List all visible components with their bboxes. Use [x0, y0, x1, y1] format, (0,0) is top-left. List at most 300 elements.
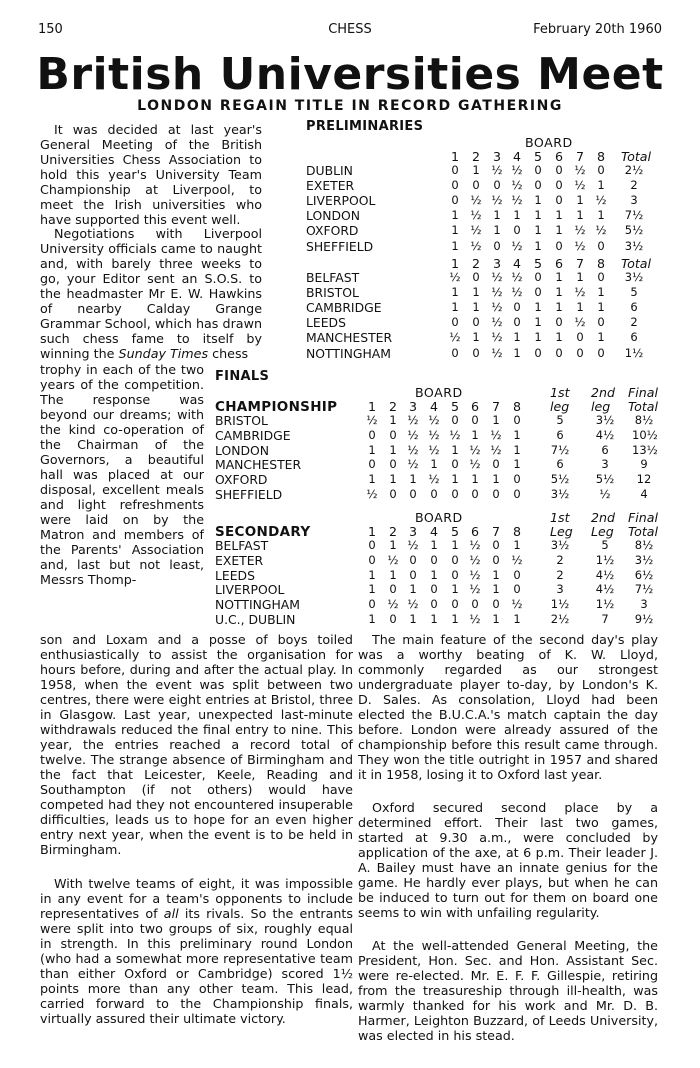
score-cell: 0: [597, 345, 605, 360]
score-cell: 0: [451, 178, 459, 193]
score-cell: ½: [574, 178, 586, 193]
preliminaries-heading: PRELIMINARIES: [306, 119, 424, 134]
score-cell: 0: [389, 582, 397, 597]
second-leg-header: 2nd: [591, 385, 615, 400]
score-cell: 0: [513, 413, 521, 427]
score-cell: ½: [574, 223, 586, 238]
second-leg-cell: ½: [599, 487, 611, 501]
score-cell: ½: [511, 597, 523, 612]
final-total-cell: 4: [640, 487, 648, 501]
final-total-cell: 7½: [634, 582, 654, 597]
score-cell: ½: [469, 538, 481, 552]
leg-label: Leg: [591, 524, 614, 539]
championship-heading: CHAMPIONSHIP: [215, 399, 338, 415]
final-total-cell: 9½: [634, 612, 654, 626]
score-cell: 1: [597, 300, 605, 315]
score-cell: 1: [492, 567, 500, 582]
right-paragraph-2: Oxford secured second place by a determined effort. Their last two games, started at 9.30 a.m., were concluded by application of the axe, at 6 p.m. Their leader J. A. Bailey must have an innate genius for the game. He hardly ever plays, but when he can be induced to turn out for them on board one seems to win with unfailing regularity.: [358, 800, 658, 920]
score-cell: 0: [472, 270, 480, 284]
team-name: CAMBRIDGE: [306, 300, 382, 316]
score-cell: 0: [513, 223, 521, 238]
score-cell: 1: [389, 413, 397, 427]
score-cell: 0: [513, 487, 521, 501]
team-name: MANCHESTER: [306, 330, 393, 346]
first-leg-cell: 2: [556, 567, 564, 582]
score-cell: 1: [451, 238, 459, 253]
score-cell: ½: [491, 315, 503, 330]
score-cell: ½: [511, 178, 523, 193]
score-cell: ½: [470, 238, 482, 253]
team-name: BRISTOL: [306, 285, 359, 301]
score-cell: 0: [430, 582, 438, 597]
second-leg-cell: 1½: [595, 552, 615, 567]
score-cell: 0: [430, 552, 438, 567]
score-cell: 1: [513, 457, 521, 472]
team-name: LONDON: [215, 442, 270, 458]
score-cell: 0: [368, 457, 376, 472]
first-leg-cell: 6: [556, 457, 564, 472]
score-cell: ½: [366, 413, 378, 427]
score-cell: ½: [469, 457, 481, 472]
score-cell: ½: [491, 270, 503, 284]
article-subtitle: LONDON REGAIN TITLE IN RECORD GATHERING: [137, 98, 563, 114]
score-cell: 0: [513, 472, 521, 487]
score-cell: 1: [389, 567, 397, 582]
board-number-header: 6: [554, 149, 563, 164]
score-cell: 0: [472, 178, 480, 193]
finals-board-label: BOARD: [415, 385, 463, 400]
score-cell: 1: [534, 315, 542, 330]
board-number-header: 7: [491, 399, 500, 414]
team-name: U.C., DUBLIN: [215, 612, 296, 627]
score-cell: 0: [368, 552, 376, 567]
score-cell: ½: [469, 567, 481, 582]
board-number-header: 4: [429, 524, 438, 539]
board-number-header: 2: [471, 256, 480, 271]
score-cell: 0: [389, 487, 397, 501]
leg-label: leg: [591, 399, 611, 414]
score-cell: 0: [430, 487, 438, 501]
score-cell: ½: [574, 285, 586, 300]
score-cell: 0: [492, 538, 500, 552]
first-leg-cell: 6: [556, 427, 564, 442]
second-leg-cell: 4½: [595, 567, 615, 582]
team-name: LEEDS: [215, 567, 255, 583]
team-name: MANCHESTER: [215, 457, 302, 473]
score-cell: 0: [597, 163, 605, 177]
score-cell: 1: [493, 208, 501, 223]
score-cell: ½: [407, 538, 419, 552]
score-cell: 0: [451, 552, 459, 567]
total-cell: 3½: [624, 270, 644, 284]
second-leg-cell: 4½: [595, 427, 615, 442]
score-cell: 1: [534, 330, 542, 345]
second-leg-cell: 7: [601, 612, 609, 626]
score-cell: ½: [491, 193, 503, 208]
final-total-cell: 8½: [634, 413, 654, 427]
score-cell: 1: [430, 538, 438, 552]
score-cell: 1: [430, 612, 438, 626]
board-number-header: 5: [533, 149, 542, 164]
score-cell: 0: [451, 345, 459, 360]
score-cell: 1: [534, 208, 542, 223]
right-paragraph-1: The main feature of the second day's play was a worthy beating of K. W. Lloyd, commonly regarded as our strongest undergraduate player to-day, by London's K. D. Sales. As consolation, Lloyd had been elected the B.U.C.A.'s match captain the day before. London were already assured of the championship before this result came through. They won the title outright in 1957 and shared it in 1958, losing it to Oxford last year.: [358, 632, 658, 782]
final-total-cell: 8½: [634, 538, 654, 552]
total-cell: 2: [630, 315, 638, 330]
left-paragraph-5: With twelve teams of eight, it was impossible in any event for a team's opponents to include representatives of all its rivals. So the entrants were split into two groups of six, roughly equal in strength. In this preliminary round London (who had a somewhat more representative team than either Oxford or Cambridge) scored 1½ points more than any other team. This lead, carried forward to the Championship finals, virtually assured their ultimate victory.: [40, 876, 353, 1026]
left-paragraph-4: son and Loxam and a posse of boys toiled enthusiastically to assist the organisation for hours before, during and after the actual play. In 1958, when the event was split between two centres, there were eight entries at Bristol, three in Glasgow. Last year, unexpected last-minute withdrawals reduced the final entry to nine. This year, the entries reached a record total of twelve. The strange absence of Birmingham and the fact that Leicester, Keele, Reading and Southampton (if not others) would have competed had they not encountered insuperable difficulties, leads us to hope for an even higher entry next year, when the event is to be held in Birmingham.: [40, 632, 353, 857]
score-cell: 1: [576, 193, 584, 208]
score-cell: 0: [451, 567, 459, 582]
score-cell: ½: [490, 442, 502, 457]
score-cell: 0: [576, 345, 584, 360]
score-cell: ½: [491, 300, 503, 315]
right-paragraph-3: At the well-attended General Meeting, the President, Hon. Sec. and Hon. Assistant Sec. were re-elected. Mr. E. F. F. Gillespie, retiring from the treasureship through ill-health, was warmly thanked for his work and Mr. D. B. Harmer, Leighton Buzzard, of Leeds University, was elected in his stead.: [358, 938, 658, 1043]
score-cell: 1: [451, 582, 459, 597]
board-number-header: 6: [554, 256, 563, 271]
board-number-header: 2: [471, 149, 480, 164]
board-number-header: 4: [429, 399, 438, 414]
first-leg-cell: 2: [556, 552, 564, 567]
team-name: LEEDS: [306, 315, 346, 331]
board-number-header: 1: [367, 524, 376, 539]
board-number-header: 8: [596, 149, 605, 164]
score-cell: 1: [597, 285, 605, 300]
score-cell: ½: [469, 552, 481, 567]
score-cell: 0: [597, 238, 605, 253]
score-cell: ½: [469, 582, 481, 597]
score-cell: ½: [428, 413, 440, 427]
board-number-header: 7: [491, 524, 500, 539]
board-number-header: 5: [533, 256, 542, 271]
score-cell: 1: [451, 612, 459, 626]
final-total-cell: 3½: [634, 552, 654, 567]
score-cell: 0: [471, 597, 479, 612]
score-cell: ½: [574, 163, 586, 177]
total-header: Total: [621, 256, 651, 271]
score-cell: ½: [595, 223, 607, 238]
score-cell: 1: [576, 300, 584, 315]
team-name: NOTTINGHAM: [306, 345, 391, 361]
prelim-board-label: BOARD: [525, 135, 573, 150]
first-leg-header: 1st: [550, 510, 570, 525]
score-cell: 1: [513, 208, 521, 223]
score-cell: 1: [409, 472, 417, 487]
score-cell: 0: [597, 270, 605, 284]
score-cell: 1: [555, 285, 563, 300]
score-cell: 0: [451, 163, 459, 177]
score-cell: ½: [490, 427, 502, 442]
score-cell: ½: [491, 330, 503, 345]
score-cell: ½: [428, 427, 440, 442]
first-leg-cell: 5½: [550, 472, 570, 487]
score-cell: 0: [534, 163, 542, 177]
total-cell: 3½: [624, 238, 644, 253]
score-cell: 1: [472, 285, 480, 300]
second-leg-cell: 6: [601, 442, 609, 457]
score-cell: 0: [451, 597, 459, 612]
score-cell: 0: [430, 597, 438, 612]
team-name: BRISTOL: [215, 413, 268, 428]
score-cell: ½: [511, 285, 523, 300]
score-cell: 1: [451, 472, 459, 487]
score-cell: ½: [449, 330, 461, 345]
score-cell: ½: [387, 597, 399, 612]
score-cell: 1: [472, 330, 480, 345]
team-name: BELFAST: [215, 538, 269, 553]
score-cell: 1: [471, 472, 479, 487]
score-cell: 0: [555, 238, 563, 253]
score-cell: 0: [368, 427, 376, 442]
score-cell: 1: [368, 567, 376, 582]
score-cell: 1: [555, 270, 563, 284]
board-number-header: 3: [408, 524, 417, 539]
second-leg-cell: 4½: [595, 582, 615, 597]
leg-label: leg: [550, 399, 570, 414]
score-cell: 1: [368, 472, 376, 487]
secondary-heading: SECONDARY: [215, 524, 311, 540]
total-cell: 5: [630, 285, 638, 300]
board-number-header: 8: [512, 399, 521, 414]
score-cell: ½: [449, 427, 461, 442]
team-name: OXFORD: [215, 472, 268, 488]
score-cell: ½: [428, 442, 440, 457]
score-cell: ½: [511, 552, 523, 567]
score-cell: ½: [511, 193, 523, 208]
score-cell: 0: [513, 567, 521, 582]
score-cell: 0: [555, 345, 563, 360]
total-cell: 1½: [624, 345, 644, 360]
score-cell: 1: [534, 300, 542, 315]
board-number-header: 6: [470, 524, 479, 539]
score-cell: 1: [513, 442, 521, 457]
score-cell: 1: [576, 270, 584, 284]
score-cell: 0: [555, 315, 563, 330]
score-cell: 0: [389, 457, 397, 472]
score-cell: 1: [492, 612, 500, 626]
score-cell: 1: [534, 193, 542, 208]
team-name: CAMBRIDGE: [215, 427, 291, 443]
score-cell: 1: [451, 538, 459, 552]
score-cell: ½: [407, 413, 419, 427]
first-leg-cell: 3½: [550, 487, 570, 501]
score-cell: 1: [597, 208, 605, 223]
score-cell: 1: [389, 538, 397, 552]
score-cell: 1: [451, 208, 459, 223]
score-cell: 1: [493, 223, 501, 238]
board-number-header: 6: [470, 399, 479, 414]
score-cell: ½: [469, 612, 481, 626]
left-paragraph-2: Negotiations with Liverpool University officials came to naught and, with barely three weeks to go, your Editor sent an S.O.S. to the headmaster Mr E. W. Hawkins of nearby Calday Grange Grammar School, which has drawn such chess fame to itself by winning the Sunday Times chess: [40, 226, 262, 361]
score-cell: 1: [597, 178, 605, 193]
score-cell: ½: [470, 208, 482, 223]
finals-board-label: BOARD: [415, 510, 463, 525]
score-cell: 0: [451, 315, 459, 330]
score-cell: 1: [513, 330, 521, 345]
score-cell: 0: [472, 315, 480, 330]
score-cell: ½: [469, 442, 481, 457]
score-cell: ½: [407, 427, 419, 442]
left-paragraph-3: trophy in each of the two years of the competition. The response was beyond our dreams; with the kind co-operation of the Chairman of the Governors, a beautiful hall was placed at our disposal, excellent meals and light refreshments were laid on by the Matron and members of the Parents' Association and, last but not least, Messrs Thomp-: [40, 362, 204, 587]
final-header: Final: [628, 510, 658, 525]
score-cell: ½: [407, 442, 419, 457]
score-cell: ½: [428, 472, 440, 487]
score-cell: 0: [389, 427, 397, 442]
score-cell: ½: [449, 270, 461, 284]
score-cell: 0: [472, 345, 480, 360]
first-leg-cell: 2½: [550, 612, 570, 626]
leg-label: Leg: [550, 524, 573, 539]
score-cell: ½: [387, 552, 399, 567]
score-cell: ½: [511, 238, 523, 253]
final-header: Final: [628, 385, 658, 400]
total-label: Total: [628, 399, 658, 414]
score-cell: 0: [534, 270, 542, 284]
score-cell: 1: [472, 163, 480, 177]
score-cell: 1: [368, 582, 376, 597]
score-cell: 0: [451, 413, 459, 427]
board-number-header: 4: [512, 256, 521, 271]
total-cell: 6: [630, 300, 638, 315]
score-cell: 1: [492, 413, 500, 427]
score-cell: 0: [534, 285, 542, 300]
score-cell: ½: [366, 487, 378, 501]
score-cell: 0: [513, 300, 521, 315]
team-name: SHEFFIELD: [306, 238, 374, 254]
issue-date: February 20th 1960: [533, 22, 662, 37]
team-name: SHEFFIELD: [215, 487, 283, 502]
score-cell: 0: [409, 552, 417, 567]
score-cell: 0: [368, 597, 376, 612]
total-cell: 2: [630, 178, 638, 193]
score-cell: 1: [513, 345, 521, 360]
score-cell: 0: [451, 457, 459, 472]
board-number-header: 5: [450, 524, 459, 539]
score-cell: 1: [430, 457, 438, 472]
score-cell: 1: [492, 472, 500, 487]
board-number-header: 4: [512, 149, 521, 164]
score-cell: 1: [534, 238, 542, 253]
total-cell: 7½: [624, 208, 644, 223]
page-number: 150: [38, 22, 63, 37]
score-cell: 1: [409, 612, 417, 626]
board-number-header: 3: [408, 399, 417, 414]
magazine-name: CHESS: [328, 22, 372, 37]
final-total-cell: 6½: [634, 567, 654, 582]
score-cell: 0: [513, 315, 521, 330]
second-leg-cell: 5½: [595, 472, 615, 487]
second-leg-cell: 3½: [595, 413, 615, 427]
final-total-cell: 10½: [632, 427, 658, 442]
score-cell: 0: [534, 345, 542, 360]
score-cell: ½: [470, 223, 482, 238]
team-name: BELFAST: [306, 270, 360, 285]
first-leg-cell: 3: [556, 582, 564, 597]
score-cell: 0: [451, 193, 459, 208]
score-cell: ½: [574, 315, 586, 330]
board-number-header: 2: [388, 524, 397, 539]
team-name: LIVERPOOL: [306, 193, 376, 209]
score-cell: 1: [451, 223, 459, 238]
score-cell: 1: [430, 567, 438, 582]
final-total-cell: 9: [640, 457, 648, 472]
score-cell: 0: [555, 193, 563, 208]
total-label: Total: [628, 524, 658, 539]
board-number-header: 7: [575, 149, 584, 164]
team-name: LONDON: [306, 208, 361, 224]
score-cell: 1: [492, 582, 500, 597]
score-cell: 1: [513, 427, 521, 442]
score-cell: 1: [389, 472, 397, 487]
score-cell: 0: [555, 163, 563, 177]
first-leg-cell: 1½: [550, 597, 570, 612]
score-cell: 1: [513, 612, 521, 626]
score-cell: 0: [492, 487, 500, 501]
board-number-header: 2: [388, 399, 397, 414]
team-name: EXETER: [306, 178, 355, 194]
score-cell: ½: [491, 163, 503, 177]
article-title: British Universities Meet: [36, 49, 664, 100]
score-cell: 1: [472, 300, 480, 315]
score-cell: 1: [368, 612, 376, 626]
score-cell: ½: [574, 238, 586, 253]
first-leg-cell: 7½: [550, 442, 570, 457]
first-leg-cell: 3½: [550, 538, 570, 552]
board-number-header: 1: [450, 256, 459, 271]
score-cell: 0: [534, 178, 542, 193]
score-cell: 0: [555, 178, 563, 193]
final-total-cell: 13½: [632, 442, 658, 457]
second-leg-cell: 1½: [595, 597, 615, 612]
score-cell: 0: [471, 413, 479, 427]
score-cell: 1: [555, 330, 563, 345]
total-cell: 6: [630, 330, 638, 345]
total-cell: 5½: [624, 223, 644, 238]
score-cell: 1: [451, 442, 459, 457]
score-cell: 1: [451, 300, 459, 315]
score-cell: 0: [597, 315, 605, 330]
total-cell: 2½: [624, 163, 644, 177]
score-cell: 0: [492, 597, 500, 612]
score-cell: 0: [409, 487, 417, 501]
score-cell: 1: [368, 442, 376, 457]
team-name: DUBLIN: [306, 163, 353, 178]
score-cell: 0: [492, 457, 500, 472]
score-cell: ½: [511, 270, 523, 284]
score-cell: 1: [555, 223, 563, 238]
score-cell: ½: [511, 163, 523, 177]
final-total-cell: 3: [640, 597, 648, 612]
total-cell: 3: [630, 193, 638, 208]
team-name: EXETER: [215, 552, 264, 568]
board-number-header: 8: [596, 256, 605, 271]
score-cell: ½: [407, 597, 419, 612]
score-cell: 0: [368, 538, 376, 552]
board-number-header: 1: [367, 399, 376, 414]
score-cell: 1: [555, 208, 563, 223]
team-name: NOTTINGHAM: [215, 597, 300, 613]
score-cell: 0: [409, 567, 417, 582]
score-cell: 1: [471, 427, 479, 442]
score-cell: ½: [491, 285, 503, 300]
score-cell: 0: [493, 238, 501, 253]
score-cell: 1: [576, 208, 584, 223]
second-leg-cell: 3: [601, 457, 609, 472]
score-cell: 1: [534, 223, 542, 238]
board-number-header: 8: [512, 524, 521, 539]
final-total-cell: 12: [636, 472, 652, 487]
score-cell: 0: [493, 178, 501, 193]
